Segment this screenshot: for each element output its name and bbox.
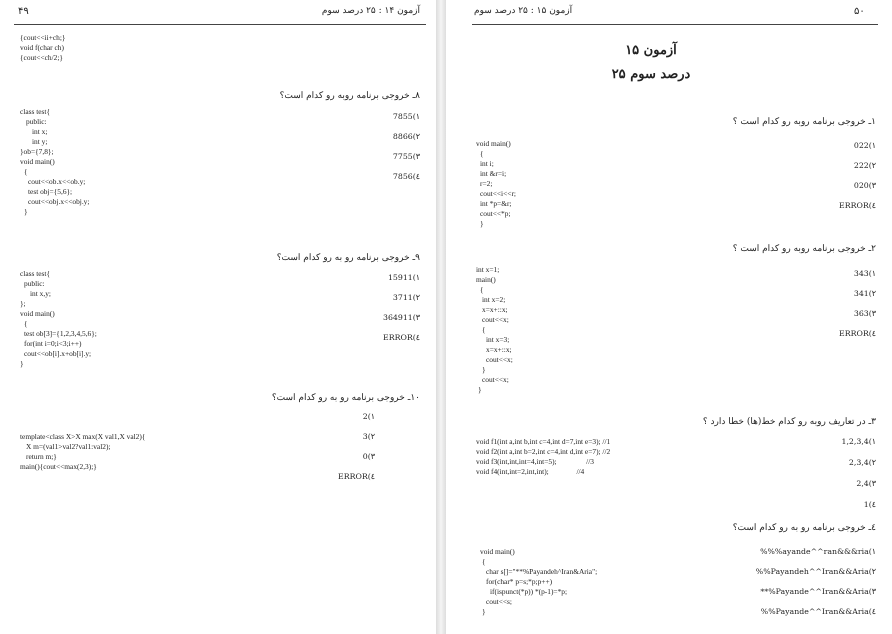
code-line: {cout<<ch/2;} — [20, 53, 63, 62]
code-line: cout<<ob[i].x+ob[i].y; — [24, 349, 92, 358]
code-line: } — [478, 385, 482, 394]
code-line: int i; — [480, 159, 494, 168]
answer-option: 2(۱ — [362, 412, 375, 421]
code-line: } — [20, 359, 24, 368]
code-line: } — [482, 607, 486, 616]
code-line: void main() — [480, 547, 515, 556]
question-text: ۸ـ خروجی برنامه روبه رو کدام است؟ — [279, 91, 420, 101]
answer-option: 363(۳ — [853, 309, 876, 318]
answer-option: 343(۱ — [853, 269, 876, 278]
code-line: char s[]="**%Payandeh^Iran&Aria"; — [486, 567, 598, 576]
page-number: ۴۹ — [18, 6, 29, 17]
code-line: void main() — [476, 139, 511, 148]
code-line: int x=3; — [486, 335, 510, 344]
left-page — [0, 0, 436, 634]
answer-option: 7855(۱ — [392, 112, 420, 121]
code-line: cout<<*p; — [480, 209, 511, 218]
answer-option: 364911(۳ — [383, 313, 420, 322]
code-line: cout<<x; — [486, 355, 513, 364]
code-line: int x; — [32, 127, 48, 136]
code-line: { — [480, 285, 484, 294]
code-line: void f(char ch) — [20, 43, 64, 52]
code-line: { — [482, 325, 486, 334]
question-text: ۹ـ خروجی برنامه رو به رو کدام است؟ — [276, 253, 420, 263]
code-line: { — [482, 557, 486, 566]
answer-option: 3(۲ — [362, 432, 375, 441]
code-line: x=x+::x; — [482, 305, 508, 314]
exam-subtitle: ۲۵ درصد سوم — [611, 67, 691, 82]
code-line: cout<<x; — [482, 315, 509, 324]
page-number: ۵۰ — [854, 6, 865, 17]
code-line: main() — [476, 275, 496, 284]
answer-option: 2,4(۳ — [856, 479, 876, 488]
code-line: if(ispunct(*p)) *(p-1)=*p; — [490, 587, 568, 596]
code-line: int x=2; — [482, 295, 506, 304]
answer-option: 0(۳ — [362, 452, 375, 461]
code-line: cout<<ob.x<<ob.y; — [28, 177, 86, 186]
code-line: int *p=&r; — [480, 199, 512, 208]
answer-option: 7856(٤ — [392, 172, 420, 181]
code-line: x=x+::x; — [486, 345, 512, 354]
answer-option: 022(۱ — [853, 141, 876, 150]
code-line: X m=(val1>val2?val1:val2); — [26, 442, 111, 451]
code-line: }ob={7,8}; — [20, 147, 54, 156]
code-line: main(){cout<<max(2,3);} — [20, 462, 97, 471]
code-line: public: — [26, 117, 47, 126]
header-rule — [14, 24, 426, 25]
answer-option: 3711(۲ — [392, 293, 420, 302]
page-header: آزمون ۱۴ : ۲۵ درصد سوم — [321, 6, 420, 16]
code-line: cout<<x; — [482, 375, 509, 384]
header-rule — [472, 24, 878, 25]
answer-option: %%Payande^^Iran&&Aria(٤ — [760, 607, 876, 616]
answer-option: 7755(۳ — [392, 152, 420, 161]
code-line: } — [480, 219, 484, 228]
answer-option: **%Payande^^Iran&&Aria(۳ — [760, 587, 876, 596]
question-text: ۳ـ در تعاریف روبه رو کدام خط(ها) خطا دارد ؟ — [702, 417, 876, 427]
answer-option: ERROR(٤ — [383, 333, 420, 342]
code-line: void main() — [20, 157, 55, 166]
code-line: int x=1; — [476, 265, 500, 274]
answer-option: ERROR(٤ — [338, 472, 375, 481]
code-line: void f2(int a,int b=2,int c=4,int d,int e=7); //2 — [476, 447, 611, 456]
code-line: for(char* p=s;*p;p++) — [486, 577, 553, 586]
code-line: cout<<i<<r; — [480, 189, 516, 198]
code-line: test obj={5,6}; — [28, 187, 73, 196]
code-line: void main() — [20, 309, 55, 318]
code-line: { — [24, 319, 28, 328]
answer-option: 1(٤ — [863, 500, 876, 509]
answer-option: 1,2,3,4(۱ — [841, 437, 876, 446]
code-line: int y; — [32, 137, 48, 146]
answer-option: 8866(۲ — [392, 132, 420, 141]
code-line: cout<<s; — [486, 597, 512, 606]
answer-option: ERROR(٤ — [839, 329, 876, 338]
book-spine — [436, 0, 446, 634]
code-line: }; — [20, 299, 26, 308]
answer-option: 2,3,4(۲ — [848, 458, 876, 467]
code-line: {cout<<ii+ch;} — [20, 33, 66, 42]
code-line: return m;} — [26, 452, 57, 461]
answer-option: 222(۲ — [853, 161, 876, 170]
answer-option: %%%ayande^^ran&&&ria(۱ — [760, 547, 876, 556]
answer-option: 341(۲ — [853, 289, 876, 298]
code-line: cout<<obj.x<<obj.y; — [28, 197, 90, 206]
question-text: ۲ـ خروجی برنامه روبه رو کدام است ؟ — [732, 244, 876, 254]
code-line: void f4(int,int=2,int,int); //4 — [476, 467, 585, 476]
code-line: test ob[3]={1,2,3,4,5,6}; — [24, 329, 97, 338]
code-line: class test{ — [20, 107, 51, 116]
code-line: void f1(int a,int b,int c=4,int d=7,int e=3); //1 — [476, 437, 611, 446]
right-page — [446, 0, 892, 634]
code-line: } — [24, 207, 28, 216]
question-text: ۱۰ـ خروجی برنامه رو به رو کدام است؟ — [271, 393, 420, 403]
answer-option: 020(۳ — [853, 181, 876, 190]
code-line: } — [482, 365, 486, 374]
code-line: int x,y; — [30, 289, 51, 298]
question-text: ۱ـ خروجی برنامه روبه رو کدام است ؟ — [732, 117, 876, 127]
code-line: { — [480, 149, 484, 158]
code-line: { — [24, 167, 28, 176]
question-text: ٤ـ خروجی برنامه رو به رو کدام است؟ — [732, 523, 876, 533]
exam-title: آزمون ۱۵ — [625, 43, 677, 58]
code-line: int &r=i; — [480, 169, 507, 178]
code-line: public: — [24, 279, 45, 288]
page-header: آزمون ۱۵ : ۲۵ درصد سوم — [474, 6, 573, 16]
answer-option: ERROR(٤ — [839, 201, 876, 210]
code-line: for(int i=0;i<3;i++) — [24, 339, 82, 348]
code-line: r=2; — [480, 179, 493, 188]
answer-option: 15911(۱ — [387, 273, 420, 282]
answer-option: %%Payandeh^^Iran&&Aria(۲ — [755, 567, 876, 576]
code-line: template<class X>X max(X val1,X val2){ — [20, 432, 146, 441]
code-line: class test{ — [20, 269, 51, 278]
code-line: void f3(int,int,int=4,int=5); //3 — [476, 457, 594, 466]
